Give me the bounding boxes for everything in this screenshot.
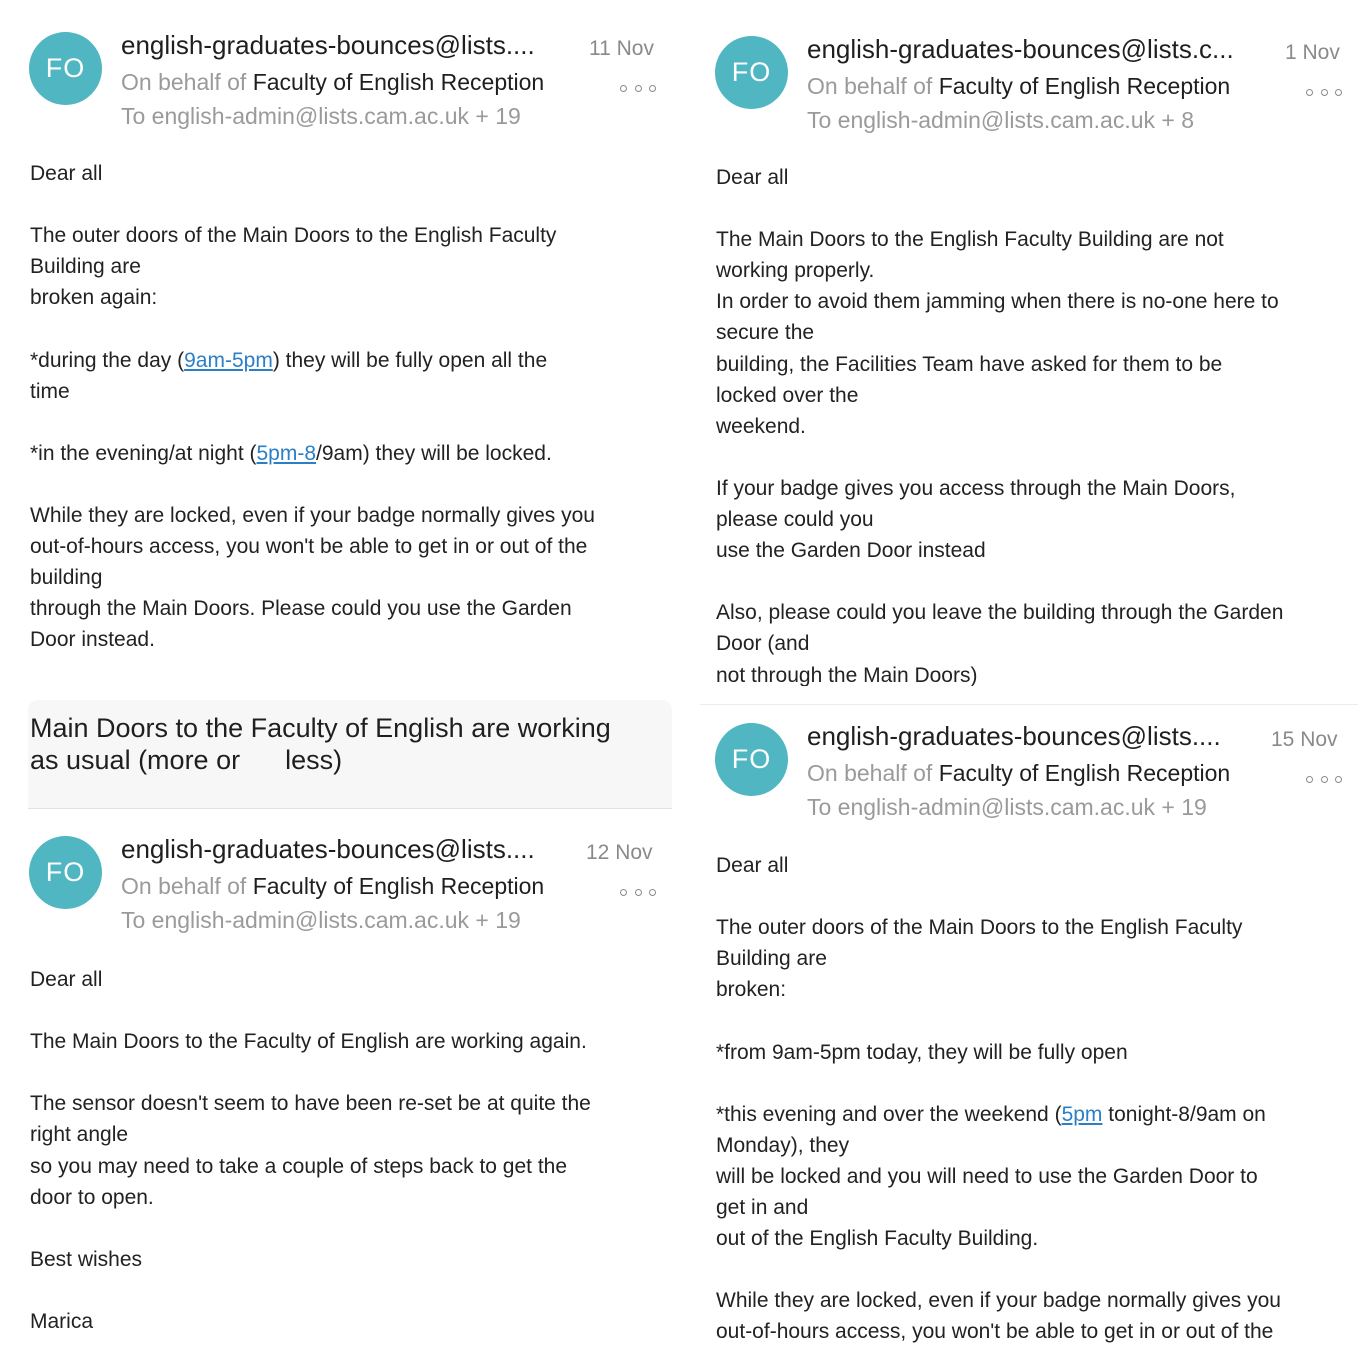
greeting: Dear all (30, 162, 103, 185)
email-body (30, 964, 591, 1337)
on-behalf-prefix: On behalf of (121, 873, 247, 899)
email-15-nov (686, 686, 1372, 1372)
body-line: While they are locked, even if your badge normally gives you (716, 1289, 1281, 1313)
greeting: Dear all (716, 854, 789, 877)
more-options-icon[interactable] (620, 886, 656, 898)
body-line: locked over the (716, 383, 859, 407)
body-line: door to open. (30, 1185, 154, 1209)
body-line: through the Main Doors. Please could you use the Garden (30, 597, 572, 621)
sender-address[interactable]: english-graduates-bounces@lists.... (807, 721, 1221, 751)
body-text: /9am) they will be locked. (316, 441, 552, 465)
sender-avatar[interactable]: FO (29, 32, 102, 105)
body-line: The outer doors of the Main Doors to the English Faculty (30, 224, 557, 248)
body-line: out-of-hours access, you won't be able to get in or out of the (716, 1320, 1274, 1344)
sender-avatar[interactable]: FO (715, 36, 788, 109)
body-line: not through the Main Doors) (716, 663, 978, 687)
email-12-nov (0, 686, 686, 1372)
on-behalf-prefix: On behalf of (121, 69, 247, 95)
more-options-icon[interactable] (620, 82, 656, 94)
on-behalf-prefix: On behalf of (807, 760, 933, 786)
body-line: The Main Doors to the English Faculty Building are not (716, 228, 1224, 252)
body-line: use the Garden Door instead (716, 539, 986, 563)
email-body (716, 162, 1283, 691)
time-link[interactable]: 5pm (1061, 1102, 1103, 1126)
on-behalf-name[interactable]: Faculty of English Reception (252, 69, 545, 95)
body-line: time (30, 379, 70, 403)
body-text: *this evening and over the weekend ( (716, 1102, 1062, 1126)
email-body (30, 158, 595, 656)
sender-avatar[interactable]: FO (715, 723, 788, 796)
body-line: While they are locked, even if your badge normally gives you (30, 504, 595, 528)
sender-address[interactable]: english-graduates-bounces@lists.c... (807, 34, 1234, 64)
time-link[interactable]: 5pm-8 (256, 441, 317, 465)
signature: Marica (30, 1310, 94, 1334)
body-line: weekend. (716, 414, 806, 438)
subject-line: as usual (more or less) (30, 745, 343, 775)
body-line (716, 1099, 1281, 1130)
body-text: *in the evening/at night ( (30, 441, 257, 465)
email-header (686, 686, 1372, 826)
body-line: If your badge gives you access through the Main Doors, (716, 476, 1236, 500)
recipients-line[interactable]: To english-admin@lists.cam.ac.uk + 19 (121, 103, 521, 129)
body-line: out-of-hours access, you won't be able to get in or out of the (30, 535, 588, 559)
body-line: Also, please could you leave the building through the Garden (716, 601, 1284, 625)
body-line: *from 9am-5pm today, they will be fully open (716, 1040, 1128, 1064)
greeting: Dear all (30, 968, 103, 991)
recipients-line[interactable]: To english-admin@lists.cam.ac.uk + 19 (807, 794, 1207, 820)
signoff: Best wishes (30, 1247, 143, 1271)
body-line: working properly. (716, 259, 875, 283)
body-line: Building are (30, 255, 141, 279)
body-line: In order to avoid them jamming when there is no-one here to (716, 290, 1279, 314)
greeting: Dear all (716, 166, 789, 189)
body-line (30, 438, 595, 469)
email-date: 1 Nov (1285, 41, 1340, 64)
email-header (686, 0, 1372, 140)
on-behalf-line (807, 760, 1230, 787)
time-link[interactable]: 9am-5pm (184, 348, 273, 372)
subject-bar (28, 700, 672, 809)
body-line: The sensor doesn't seem to have been re-set be at quite the (30, 1092, 591, 1116)
recipients-line[interactable]: To english-admin@lists.cam.ac.uk + 8 (807, 107, 1195, 133)
body-line: The outer doors of the Main Doors to the English Faculty (716, 916, 1243, 940)
body-line: The Main Doors to the Faculty of English are working again. (30, 1030, 587, 1054)
body-line: will be locked and you will need to use the Garden Door to (716, 1164, 1258, 1188)
subject-line: Main Doors to the Faculty of English are working (30, 713, 611, 743)
body-text: ) they will be fully open all the (272, 348, 548, 372)
sender-avatar[interactable]: FO (29, 836, 102, 909)
on-behalf-line (121, 69, 544, 96)
on-behalf-prefix: On behalf of (807, 73, 933, 99)
body-line: building, the Facilities Team have asked for them to be (716, 352, 1223, 376)
body-text: tonight-8/9am on (1102, 1102, 1266, 1126)
sender-address[interactable]: english-graduates-bounces@lists.... (121, 834, 535, 864)
on-behalf-line (807, 73, 1230, 100)
body-line: broken again: (30, 286, 158, 310)
email-11-nov (0, 0, 686, 686)
recipients-line[interactable]: To english-admin@lists.cam.ac.uk + 19 (121, 907, 521, 933)
on-behalf-name[interactable]: Faculty of English Reception (938, 760, 1231, 786)
email-date: 15 Nov (1271, 728, 1338, 751)
body-line: right angle (30, 1123, 129, 1147)
body-line: out of the English Faculty Building. (716, 1227, 1039, 1251)
email-date: 11 Nov (589, 37, 654, 60)
email-date: 12 Nov (586, 841, 653, 864)
more-options-icon[interactable] (1306, 773, 1342, 785)
sender-address[interactable]: english-graduates-bounces@lists.... (121, 30, 535, 60)
body-line: Monday), they (716, 1133, 850, 1157)
body-line: please could you (716, 508, 874, 532)
email-body (716, 850, 1281, 1348)
body-line: get in and (716, 1196, 809, 1220)
body-line: Door instead. (30, 628, 155, 652)
body-line (30, 345, 595, 376)
on-behalf-name[interactable]: Faculty of English Reception (938, 73, 1231, 99)
email-1-nov (686, 0, 1372, 687)
body-line: so you may need to take a couple of steps back to get the (30, 1154, 568, 1178)
email-header (0, 0, 686, 140)
body-line: building (30, 566, 103, 590)
on-behalf-line (121, 873, 544, 900)
email-subject (30, 712, 611, 776)
body-line: broken: (716, 978, 787, 1002)
body-text: *during the day ( (30, 348, 185, 372)
email-header (0, 808, 686, 948)
body-line: Building are (716, 947, 827, 971)
body-line: Door (and (716, 632, 810, 656)
on-behalf-name[interactable]: Faculty of English Reception (252, 873, 545, 899)
body-line: secure the (716, 321, 815, 345)
more-options-icon[interactable] (1306, 86, 1342, 98)
